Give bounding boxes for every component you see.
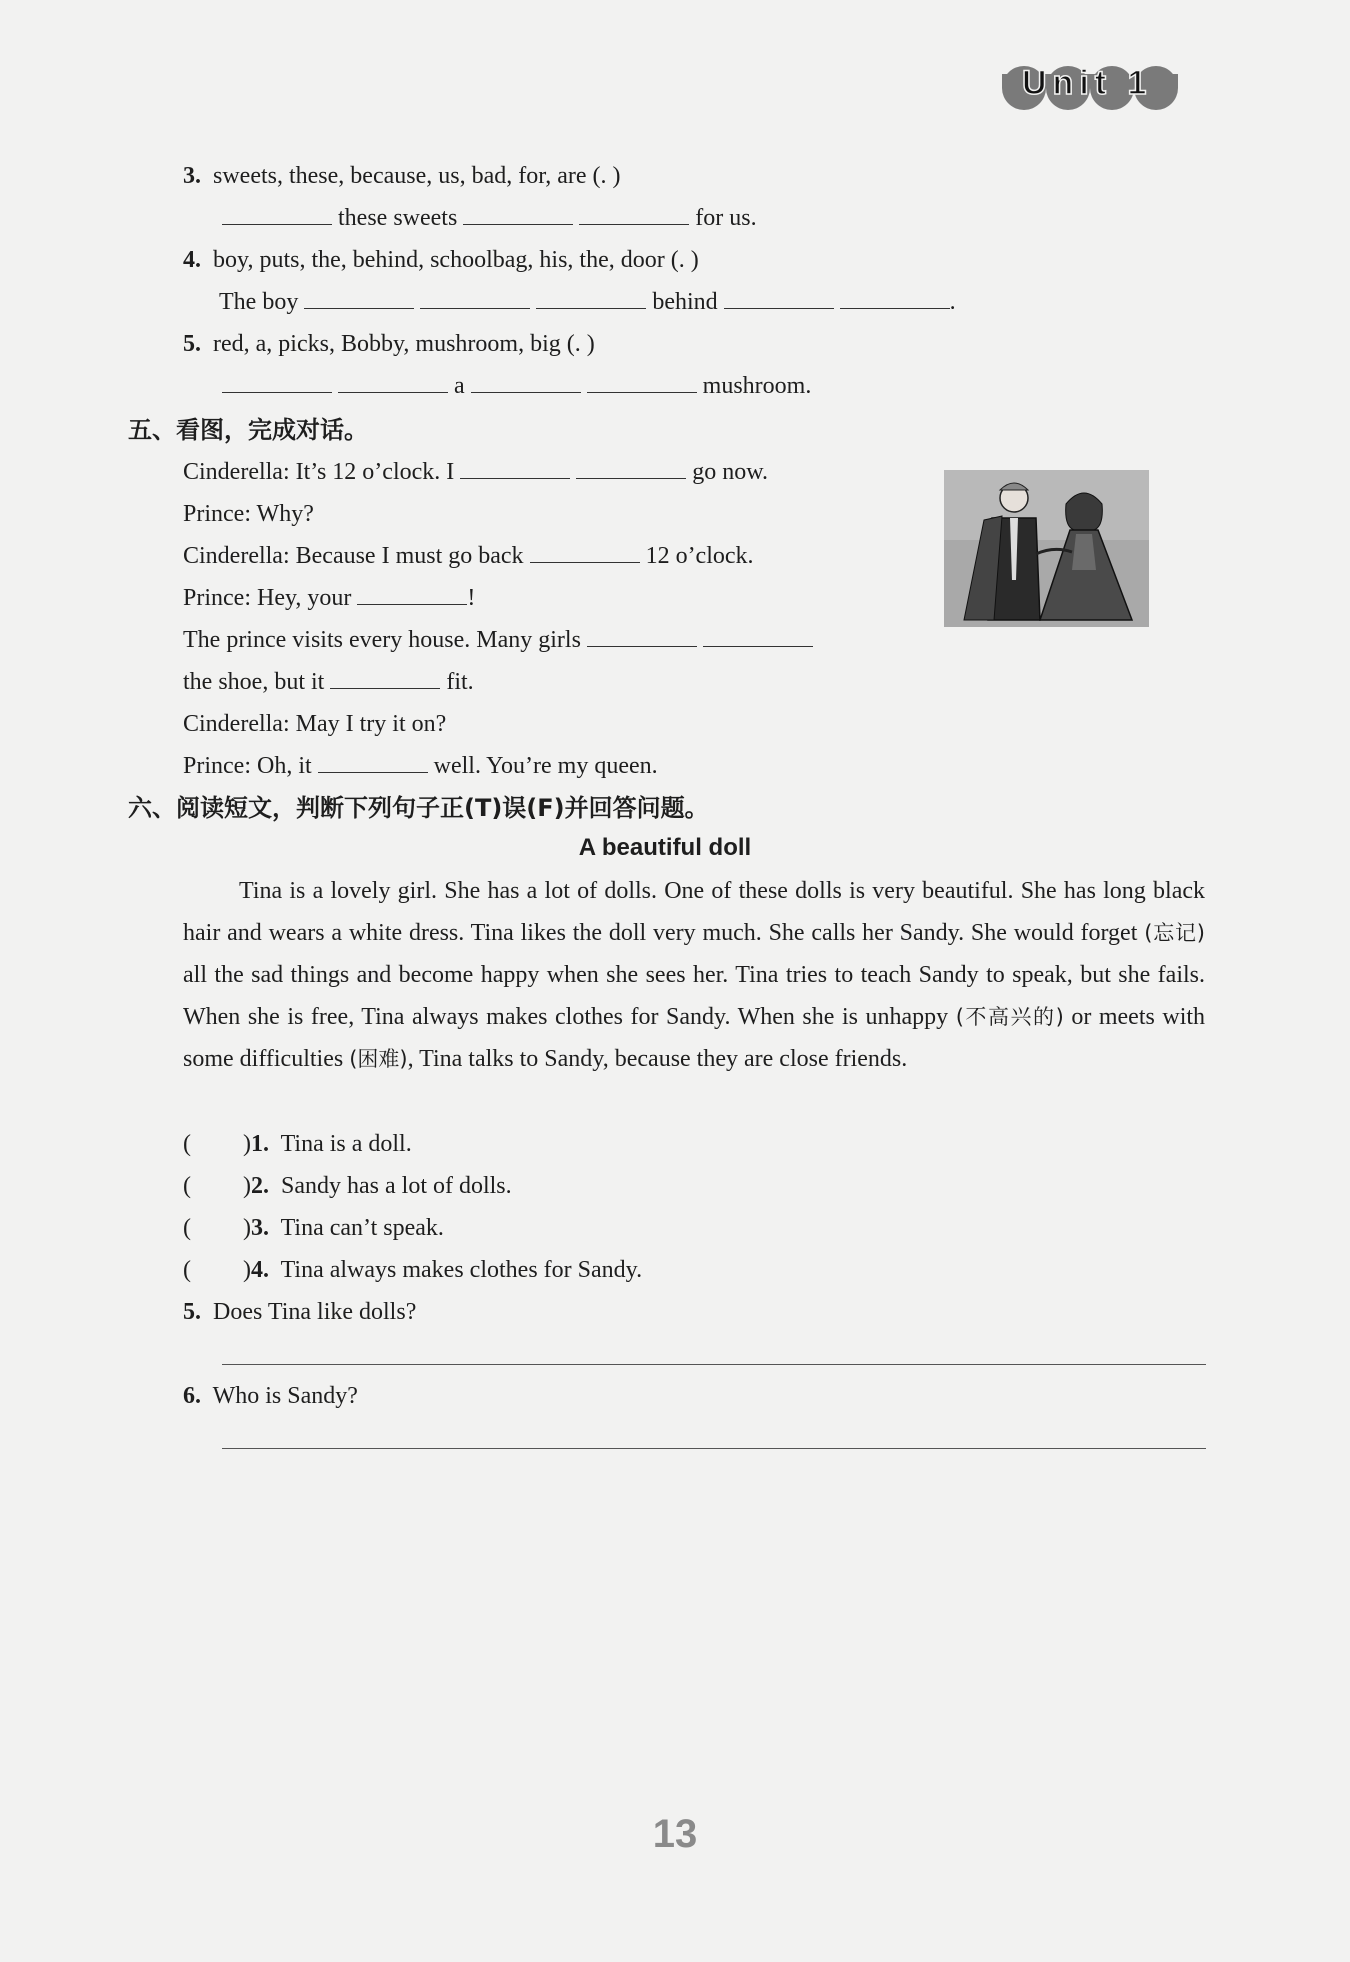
dialog-line-5-a: The prince visits every house. Many girls [183, 627, 581, 653]
q5-number: 5. [183, 331, 201, 357]
dialog-line-4-b: ! [467, 585, 476, 611]
part5-heading: 五、看图，完成对话。 [128, 416, 368, 444]
unit-label: Unit 1 [1022, 64, 1153, 102]
q3-word-list: sweets, these, because, us, bad, for, are (. ) [213, 163, 621, 189]
dialog-line-1-a: Cinderella: It’s 12 o’clock. I [183, 459, 455, 485]
q3-blank-1[interactable] [222, 202, 332, 225]
tf-close-4: ) [243, 1257, 251, 1283]
dialog-line-7: Cinderella: May I try it on? [183, 711, 447, 737]
q4-blank-5[interactable] [840, 286, 950, 309]
tf-answer-box-3[interactable] [183, 1212, 251, 1244]
tf-close-1: ) [243, 1131, 251, 1157]
q4-seg1: behind [652, 289, 718, 315]
tf-text-2: Sandy has a lot of dolls. [281, 1173, 512, 1199]
q4-blank-2[interactable] [420, 286, 530, 309]
tf-answer-box-2[interactable] [183, 1170, 251, 1202]
passage-gloss-1: (忘记) [1144, 921, 1205, 945]
tf-num-2: 2. [251, 1173, 269, 1199]
passage-paragraph [183, 870, 1205, 1080]
q3-blank-3[interactable] [579, 202, 689, 225]
q6-5-number: 5. [183, 1299, 201, 1325]
q5-seg2: mushroom. [702, 373, 812, 399]
passage-title: A beautiful doll [578, 834, 752, 861]
passage-text-4: , Tina talks to Sandy, because they are close friends. [407, 1046, 908, 1072]
passage-gloss-3: (困难) [349, 1047, 408, 1071]
tf-num-4: 4. [251, 1257, 269, 1283]
dialog-line-8 [183, 750, 658, 782]
q3-seg2: for us. [695, 205, 757, 231]
passage-text-3: or meets with some difficulties [183, 1004, 1206, 1072]
dialog-line-2: Prince: Why? [183, 501, 314, 527]
q4-seg2: . [949, 289, 956, 315]
q6-6-number: 6. [183, 1383, 201, 1409]
q3-seg1: these sweets [338, 205, 458, 231]
q5-blank-1[interactable] [222, 370, 332, 393]
part6-heading: 六、阅读短文，判断下列句子正(T)误(F)并回答问题。 [128, 794, 709, 822]
q5-blank-4[interactable] [587, 370, 697, 393]
tf-open-3: ( [183, 1215, 191, 1241]
q4-blank-4[interactable] [724, 286, 834, 309]
q4-number: 4. [183, 247, 201, 273]
p5-blank-4[interactable] [357, 582, 467, 605]
q3-answer [222, 202, 757, 234]
p5-blank-7[interactable] [330, 666, 440, 689]
tf-text-3: Tina can’t speak. [280, 1215, 444, 1241]
q5-word-list: red, a, picks, Bobby, mushroom, big (. ) [213, 331, 595, 357]
unit-badge [996, 58, 1196, 114]
dialog-line-3-a: Cinderella: Because I must go back [183, 543, 524, 569]
dialog-line-6-b: fit. [446, 669, 474, 695]
q3-number: 3. [183, 163, 201, 189]
dialog-line-8-b: well. You’re my queen. [433, 753, 658, 779]
tf-num-3: 3. [251, 1215, 269, 1241]
tf-close-3: ) [243, 1215, 251, 1241]
q5-answer [222, 370, 811, 402]
tf-item-1 [183, 1128, 412, 1160]
dialog-line-6 [183, 666, 474, 698]
tf-open-1: ( [183, 1131, 191, 1157]
dialog-line-1-b: go now. [692, 459, 769, 485]
p5-blank-2[interactable] [576, 456, 686, 479]
tf-text-1: Tina is a doll. [280, 1131, 412, 1157]
q4-answer [219, 286, 956, 318]
p5-blank-6[interactable] [703, 624, 813, 647]
q4-word-list: boy, puts, the, behind, schoolbag, his, the, door (. ) [213, 247, 699, 273]
dialog-line-8-a: Prince: Oh, it [183, 753, 312, 779]
tf-open-4: ( [183, 1257, 191, 1283]
tf-answer-box-1[interactable] [183, 1128, 251, 1160]
dialog-line-3 [183, 540, 754, 572]
q4-words [183, 244, 699, 276]
dialog-line-3-b: 12 o’clock. [645, 543, 754, 569]
open-question-5 [183, 1296, 416, 1328]
q4-blank-1[interactable] [304, 286, 414, 309]
p5-blank-1[interactable] [460, 456, 570, 479]
tf-text-4: Tina always makes clothes for Sandy. [280, 1257, 643, 1283]
dialog-line-6-a: the shoe, but it [183, 669, 325, 695]
passage-text-2: all the sad things and become happy when she sees her. Tina tries to teach Sandy to speak, but she fails. When she is free, Tina always makes clothes for Sandy. When she is unhappy [183, 962, 1205, 1030]
q6-6-text: Who is Sandy? [212, 1383, 358, 1409]
q5-words [183, 328, 595, 360]
p5-blank-8[interactable] [318, 750, 428, 773]
q3-words [183, 160, 621, 192]
dialog-line-5 [183, 624, 813, 656]
tf-num-1: 1. [251, 1131, 269, 1157]
passage-gloss-2: (不高兴的) [955, 1005, 1064, 1029]
cinderella-prince-illustration [944, 470, 1149, 627]
q5-seg1: a [454, 373, 465, 399]
q6-5-text: Does Tina like dolls? [213, 1299, 417, 1325]
tf-answer-box-4[interactable] [183, 1254, 251, 1286]
dialog-line-4 [183, 582, 475, 614]
q5-blank-2[interactable] [338, 370, 448, 393]
answer-line-6[interactable] [222, 1448, 1206, 1449]
tf-item-3 [183, 1212, 444, 1244]
q4-blank-3[interactable] [536, 286, 646, 309]
open-question-6 [183, 1380, 358, 1412]
q3-blank-2[interactable] [463, 202, 573, 225]
p5-blank-3[interactable] [530, 540, 640, 563]
page-number: 13 [652, 1812, 698, 1856]
dialog-line-4-a: Prince: Hey, your [183, 585, 352, 611]
answer-line-5[interactable] [222, 1364, 1206, 1365]
q5-blank-3[interactable] [471, 370, 581, 393]
tf-item-2 [183, 1170, 512, 1202]
tf-close-2: ) [243, 1173, 251, 1199]
p5-blank-5[interactable] [587, 624, 697, 647]
tf-open-2: ( [183, 1173, 191, 1199]
q4-seg0: The boy [219, 289, 299, 315]
tf-item-4 [183, 1254, 642, 1286]
dialog-line-1 [183, 456, 768, 488]
passage-text-1: Tina is a lovely girl. She has a lot of dolls. One of these dolls is very beautiful. She has long black hair and wears a white dress. Tina likes the doll very much. She calls her Sandy. She would forget [183, 878, 1205, 946]
